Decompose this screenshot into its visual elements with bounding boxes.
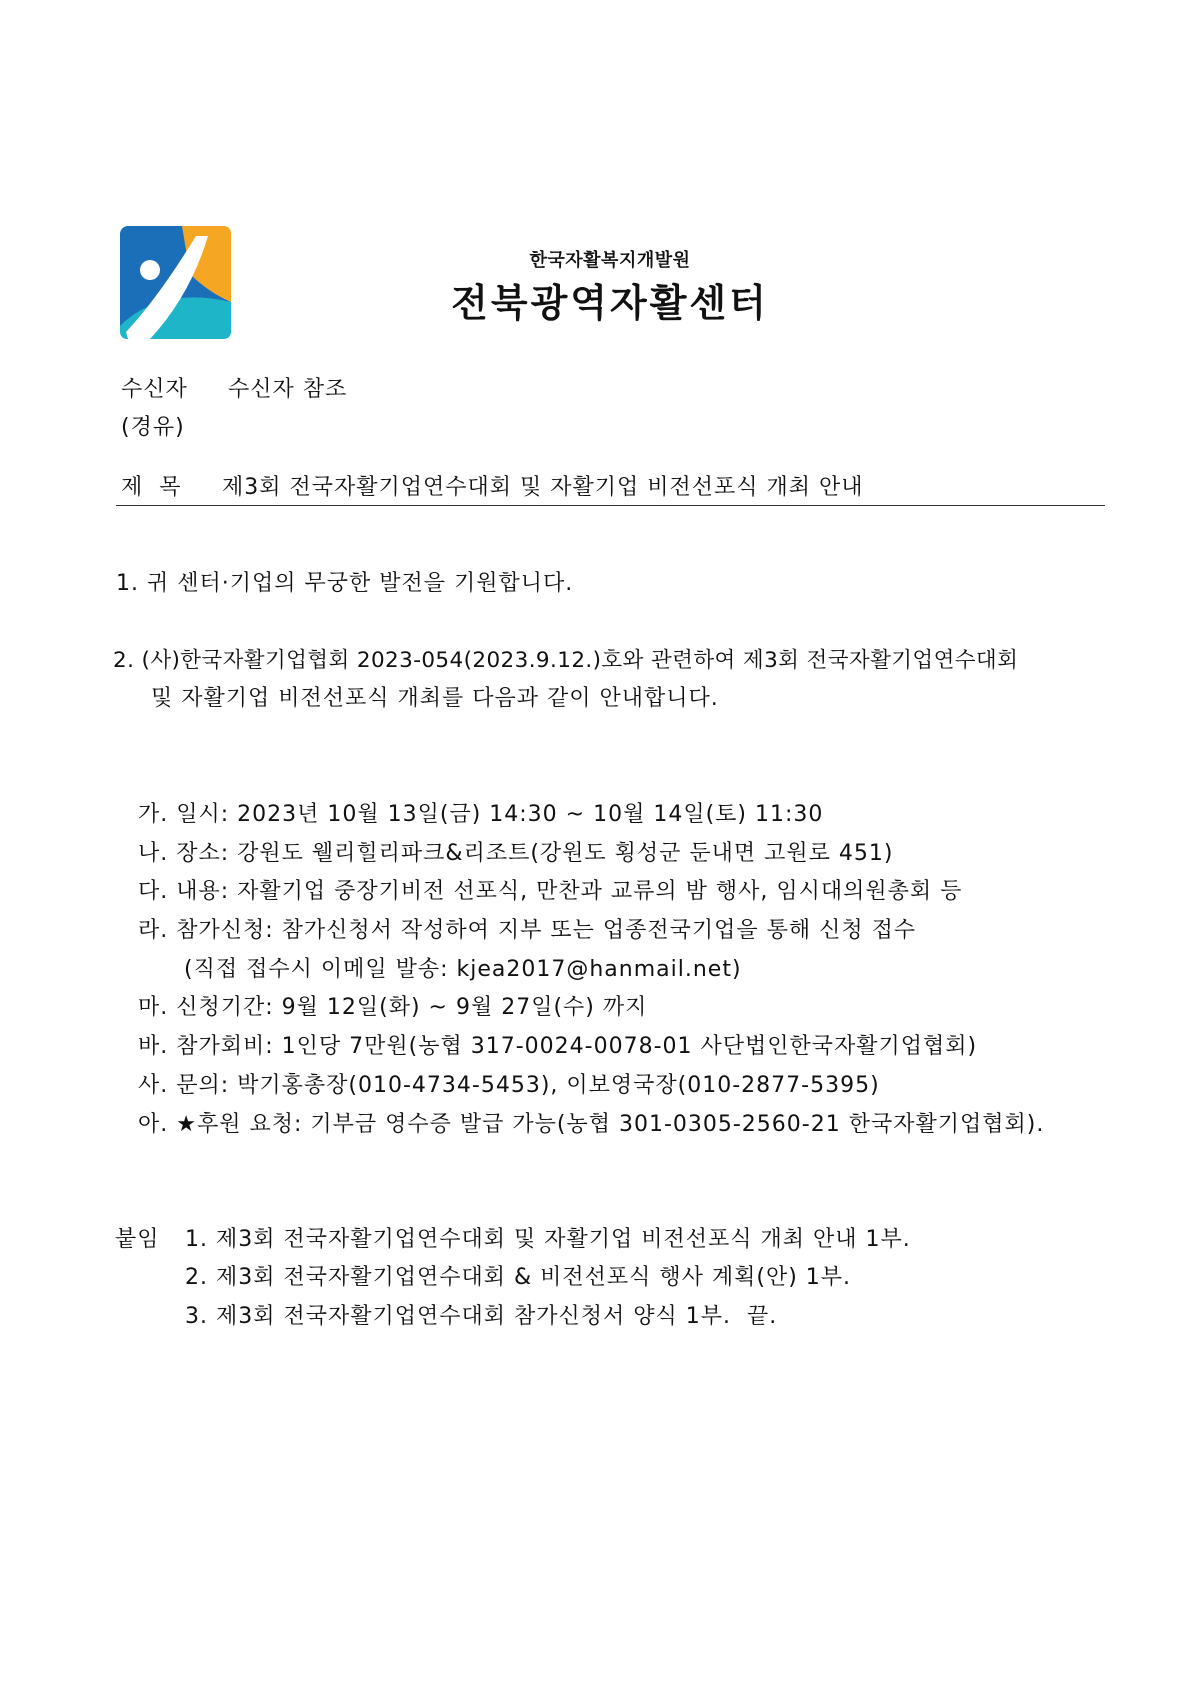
org-title: 전북광역자활센터: [451, 281, 769, 325]
body-paragraph-2-line-1: 2. (사)한국자활기업협회 2023-054(2023.9.12.)호와 관련하여 제3회 전국자활기업연수대회: [113, 648, 1019, 673]
attachment-item: 2. 제3회 전국자활기업연수대회 & 비전선포식 행사 계획(안) 1부.: [185, 1265, 852, 1290]
detail-item-place: 나. 장소: 강원도 웰리힐리파크&리조트(강원도 횡성군 둔내면 고원로 451): [138, 841, 894, 866]
detail-item-date: 가. 일시: 2023년 10월 13일(금) 14:30 ~ 10월 14일(토) 11:30: [138, 802, 824, 827]
attachment-item: 3. 제3회 전국자활기업연수대회 참가신청서 양식 1부. 끝.: [185, 1304, 778, 1329]
detail-item-application-email: (직접 접수시 이메일 발송: kjea2017@hanmail.net): [184, 957, 742, 982]
detail-item-sponsorship: 아. ★후원 요청: 기부금 영수증 발급 가능(농협 301-0305-2560-21 한국자활기업협회).: [138, 1112, 1045, 1137]
org-logo-icon: [120, 226, 231, 339]
detail-item-contact: 사. 문의: 박기홍총장(010-4734-5453), 이보영국장(010-2877-5395): [138, 1073, 880, 1098]
detail-item-application: 라. 참가신청: 참가신청서 작성하여 지부 또는 업종전국기업을 통해 신청 접수: [138, 918, 917, 943]
recipient-label: 수신자: [121, 377, 188, 402]
recipient-value: 수신자 참조: [228, 377, 348, 402]
via-label: (경유): [121, 415, 185, 440]
body-paragraph-1: 1. 귀 센터·기업의 무궁한 발전을 기원합니다.: [116, 571, 574, 596]
attachment-item: 1. 제3회 전국자활기업연수대회 및 자활기업 비전선포식 개최 안내 1부.: [185, 1227, 911, 1252]
org-subtitle: 한국자활복지개발원: [529, 250, 691, 271]
detail-item-content: 다. 내용: 자활기업 중장기비전 선포식, 만찬과 교류의 밤 행사, 임시대의원총회 등: [138, 879, 963, 904]
subject-divider: [116, 505, 1105, 506]
detail-item-period: 마. 신청기간: 9월 12일(화) ~ 9월 27일(수) 까지: [138, 995, 648, 1020]
attachments-label: 붙임: [115, 1227, 160, 1252]
subject-text: 제3회 전국자활기업연수대회 및 자활기업 비전선포식 개최 안내: [222, 475, 864, 500]
body-paragraph-2-line-2: 및 자활기업 비전선포식 개최를 다음과 같이 안내합니다.: [151, 686, 719, 711]
detail-item-fee: 바. 참가회비: 1인당 7만원(농협 317-0024-0078-01 사단법인한국자활기업협회): [138, 1034, 978, 1059]
subject-label: 제 목: [121, 475, 182, 500]
